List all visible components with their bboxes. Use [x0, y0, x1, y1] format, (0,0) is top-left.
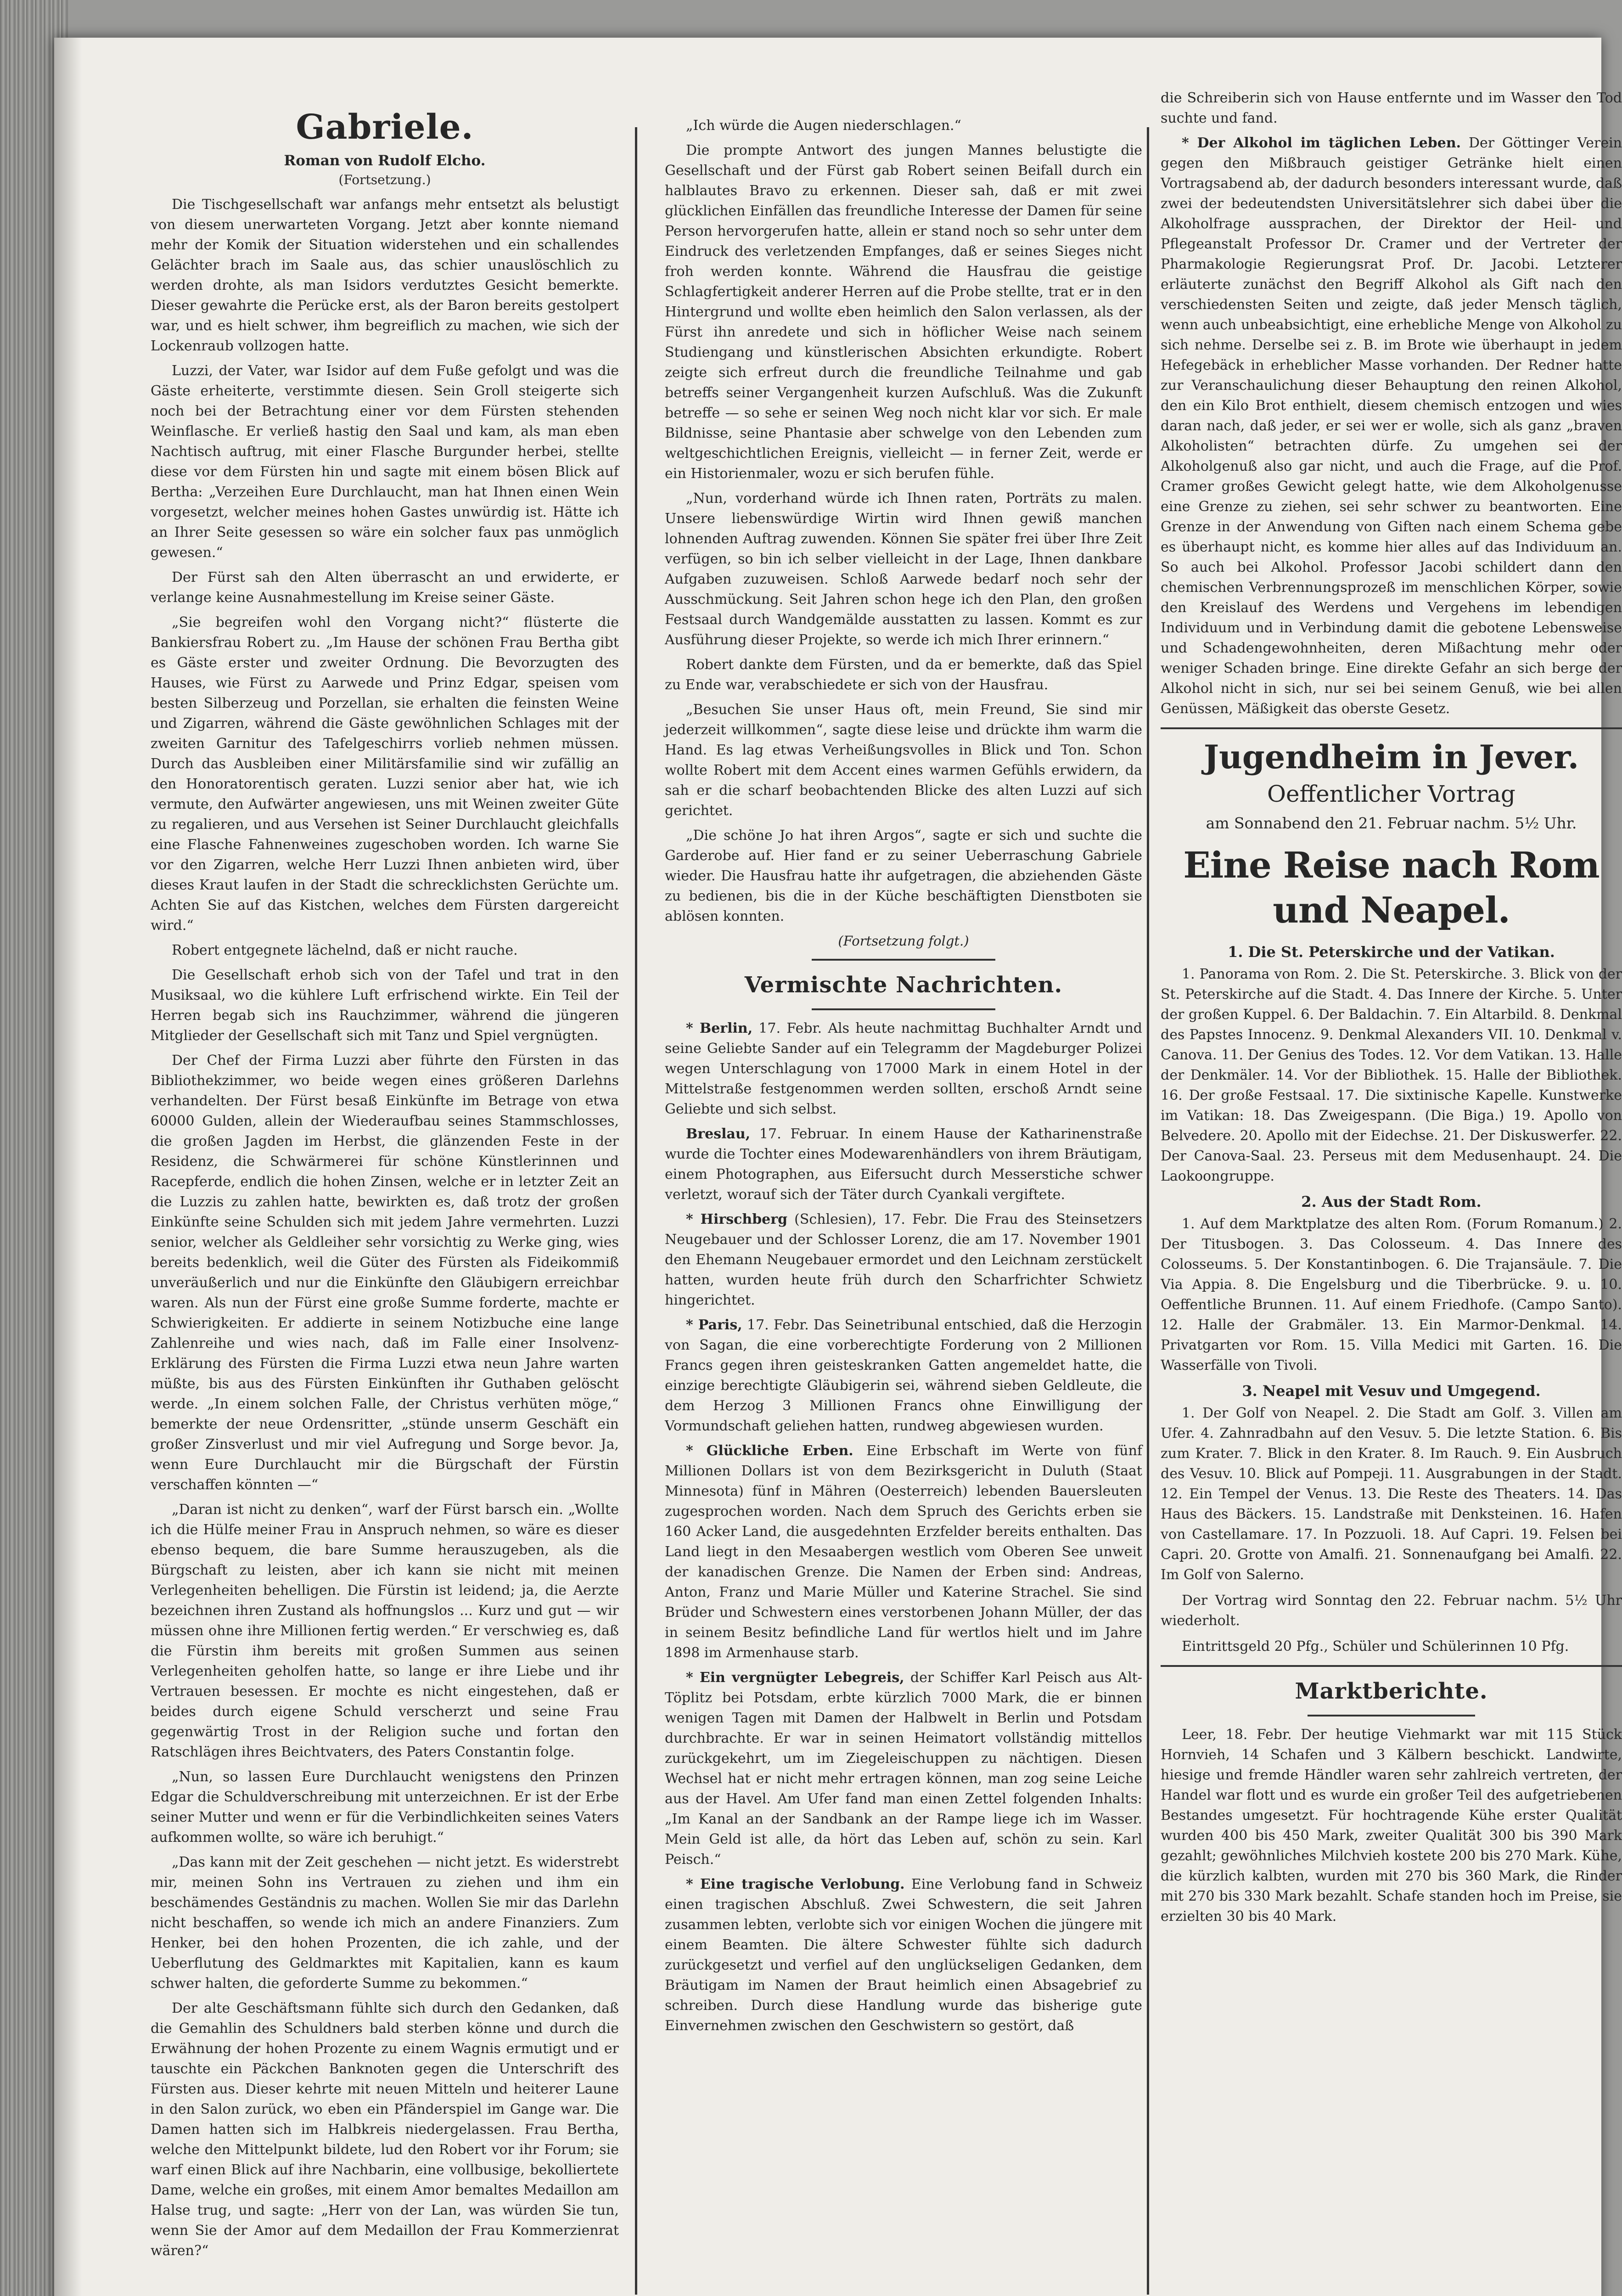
news-text: Eine Verlobung fand in Schweiz einen tragischen Abschluß. Zwei Schwestern, die seit Jahren zusammen lebten, verlobte sich vor einigen Wochen die jüngere mit einem Beamten. Die ältere Schwester fühlte sich dadurch zurückgesetzt und verfiel auf den unglückseligen Gedanken, dem Bräutigam im Namen der Braut heimlich einen Absagebrief zu schreiben. Durch diese Handlung wurde das bisherige gute Einvernehmen zwischen den Geschwistern so gestört, daß	[665, 1876, 1142, 2034]
market-report: Leer, 18. Febr. Der heutige Viehmarkt war mit 115 Stück Hornvieh, 14 Schafen und 3 Kälbern beschickt. Landwirte, hiesige und fremde Händler waren sehr zahlreich vertreten, der Handel war flott und es wurde ein großer Teil des aufgetriebenen Bestandes umgesetzt. Für hochtragende Kühe erster Qualität wurden 400 bis 450 Mark, zweiter Qualität 300 bis 390 Mark gezahlt; gewöhnliches Milchvieh kostete 200 bis 270 Mark. Kühe, die kürzlich kalbten, wurden mit 270 bis 360 Mark, die Rinder mit 270 bis 330 Mark bezahlt. Schafe standen hoch im Preise, sie erzielten 30 bis 40 Mark.	[1161, 1727, 1622, 1925]
novel-paragraph: „Besuchen Sie unser Haus oft, mein Freund, Sie sind mir jederzeit willkommen“, sagte diese leise und drückte ihm warm die Hand. Es lag etwas Verheißungsvolles in Blick und Ton. Schon wollte Robert mit dem Accent eines warmen Gefühls erwidern, da sah er die scharf beobachtenden Blicke des alten Luzzi auf sich gerichtet.	[665, 702, 1142, 819]
ad-part-title: 1. Die St. Peterskirche und der Vatikan.	[1228, 943, 1555, 961]
novel-author: Roman von Rudolf Elcho.	[284, 152, 486, 169]
news-item	[665, 1124, 1142, 1205]
newspaper-page	[54, 38, 1622, 2296]
divider	[812, 1008, 995, 1010]
ad-date: am Sonnabend den 21. Februar nachm. 5½ Uhr.	[1206, 814, 1577, 832]
novel-paragraph: „Die schöne Jo hat ihren Argos“, sagte er sich und suchte die Garderobe auf. Hier fand er zu seiner Ueberraschung Gabriele wieder. Die Hausfrau hatte ihr aufgetragen, die abziehenden Gäste zu bedienen, bis die in der Küche beschäftigten Dienstboten sie ablösen konnten.	[665, 827, 1142, 924]
continuation-notice: (Fortsetzung folgt.)	[838, 933, 969, 949]
novel-paragraph: Der alte Geschäftsmann fühlte sich durch den Gedanken, daß die Gemahlin des Schuldners bald sterben könne und durch die Erwähnung der hohen Prozente zu einem Wagnis ermutigt und er tauschte ein Päckchen Banknoten gegen die Unterschrift des Fürsten aus. Dieser kehrte mit neuen Mitteln und heiterer Laune in den Salon zurück, wo eben ein Pfänderspiel im Gange war. Die Damen hatten sich im Halbkreis niedergelassen. Frau Bertha, welche den Mittelpunkt bildete, lud den Robert vor ihr Forum; sie warf einen Blick auf ihre Nachbarin, eine vollbusige, bekolliertete Dame, welche ein großes, mit einem Amor bemaltes Medaillon am Halse trug, und sagte: „Herr von der Lan, was würden Sie tun, wenn Sie der Amor auf dem Medaillon der Frau Kommerzienrat wären?“	[151, 2000, 619, 2259]
novel-paragraph: Robert dankte dem Fürsten, und da er bemerkte, daß das Spiel zu Ende war, verabschiedete er sich von der Hausfrau.	[665, 657, 1142, 693]
news-text: der Schiffer Karl Peisch aus Alt-Töplitz bei Potsdam, erbte kürzlich 7000 Mark, die er binnen wenigen Tagen mit Damen der Halbwelt in Berlin und Potsdam durchbrachte. Er war in seinen Heimatort vollständig mittellos zurückgekehrt, um im Ziegeleischuppen zu nächtigen. Diesen Wechsel hat er nicht mehr ertragen können, man zog seine Leiche aus der Havel. Am Ufer fand man einen Zettel folgenden Inhalts: „Im Kanal an der Sandbank an der Rampe liege ich im Wasser. Mein Geld ist alle, da hört das Leben auf, schön zu sein. Karl Peisch.“	[665, 1670, 1143, 1868]
news-item	[665, 1874, 1142, 2036]
news-headline: * Der Alkohol im täglichen Leben.	[1182, 135, 1461, 151]
novel-paragraph: Robert entgegnete lächelnd, daß er nicht rauche.	[172, 942, 518, 958]
column-rule-2	[1147, 127, 1149, 2295]
news-item	[665, 1315, 1142, 1436]
novel-paragraph: Der Fürst sah den Alten überrascht an und erwiderte, er verlange keine Ausnahmestellung im Kreise seiner Gäste.	[151, 569, 619, 606]
divider	[1161, 1665, 1622, 1667]
novel-title: Gabriele.	[296, 107, 474, 147]
news-dateline: * Berlin,	[686, 1020, 753, 1036]
novel-paragraph: Luzzi, der Vater, war Isidor auf dem Fuße gefolgt und was die Gäste erheiterte, verstimmte diesen. Sein Groll steigerte sich noch bei der Betrachtung einer vor dem Fürsten stehenden Weinflasche. Er verließ hastig den Saal und kam, als man eben Nachtisch auftrug, mit einer Flasche Burgunder herbei, stellte diese vor dem Fürsten hin und sagte mit einem bösen Blick auf Bertha: „Verzeihen Eure Durchlaucht, man hat Ihnen einen Wein vorgesetzt, welcher meines hohen Gastes unwürdig ist. Hätte ich an Ihrer Seite gesessen so wäre ein solcher faux pas unmöglich gewesen.“	[151, 363, 619, 561]
news-dateline: * Glückliche Erben.	[686, 1443, 853, 1459]
ad-part-title: 3. Neapel mit Vesuv und Umgegend.	[1242, 1382, 1541, 1400]
news-text: 17. Febr. Als heute nachmittag Buchhalter Arndt und seine Geliebte Sander auf ein Telegramm der Magdeburger Polizei wegen Unterschlagung von 17000 Mark in einem Hotel in der Mittelstraße festgenommen werden sollten, erschoß Arndt seine Geliebte und sich selbst.	[665, 1020, 1142, 1117]
news-text: Der Göttinger Verein gegen den Mißbrauch geistiger Getränke hielt einen Vortragsabend ab, der dadurch besonders interessant wurde, daß zwei der bedeutendsten Universitätslehrer sich dabei über die Alkoholfrage aussprachen, der Direktor der Heil- und Pflegeanstalt Professor Dr. Cramer und der Vertreter der Pharmakologie Regierungsrat Prof. Dr. Jacobi. Letzterer erläuterte zunächst den Begriff Alkohol als Gift nach den verschiedensten Seiten und zeigte, daß jeder Mensch täglich, wenn auch unbeabsichtigt, eine erhebliche Menge von Alkohol zu sich nehme. Derselbe sei z. B. im Brote wie überhaupt in jedem Hefegebäck in erheblicher Masse vorhanden. Der Redner hatte zur Veranschaulichung dieser Behauptung den reinen Alkohol, den ein Kilo Brot enthielt, diesem chemisch entzogen und wies daran nach, daß jeder, er sei wer er wolle, sich als ganz „braven Alkoholisten“ betrachten dürfe. Zu umgehen sei der Alkoholgenuß also gar nicht, und auch die Frage, auf die Prof. Cramer großes Gewicht gelegt hatte, wie dem Alkoholgenusse eine Grenze zu ziehen, sei sehr schwer zu beantworten. Eine Grenze in der Anwendung von Giften nach einem Schema gebe es überhaupt nicht, es komme hier alles auf das Individuum an. So auch bei Alkohol. Professor Jacobi schildert dann den chemischen Verbrennungsprozeß im menschlichen Körper, sowie den Kreislauf des Werdens und Vergehens im lebendigen Individuum und in Verbindung damit die gebotene Lebensweise und Schadengewohnheiten, deren Mißachtung mehr oder weniger Schaden bringe. Eine direkte Gefahr an sich berge der Alkohol nicht in sich, nur sei bei seinem Genuß, wie bei allen Genüssen, Mäßigkeit das oberste Gesetz.	[1161, 135, 1622, 717]
news-dateline: * Eine tragische Verlobung.	[686, 1876, 905, 1892]
ad-main-title: Eine Reise nach Rom und Neapel.	[1183, 844, 1600, 931]
novel-paragraph: „Sie begreifen wohl den Vorgang nicht?“ flüsterte die Bankiersfrau Robert zu. „Im Hause der schönen Frau Bertha gibt es Gäste erster und zweiter Ordnung. Die Bevorzugten des Hauses, wie Fürst zu Aarwede und Prinz Edgar, speisen vom besten Silberzeug und Porzellan, sie erhalten die feinsten Weine und Zigarren, während die Gäste gewöhnlichen Schlages mit der zweiten Garnitur des Tafelgeschirrs vorlieb nehmen müssen. Durch das Ausbleiben einer Militärsfamilie sind wir zufällig an den Honoratorentisch geraten. Luzzi senior aber hat, wie ich vermute, den Aufwärter angewiesen, uns mit Weinen zweiter Güte zu regalieren, und aus Versehen ist Seiner Durchlaucht gleichfalls eine Flasche Fahnenweines zugeschoben worden. Ich warne Sie vor den Zigarren, welche Herr Luzzi Ihnen anbieten wird, über dieses Kraut laufen in der Stadt die schrecklichsten Gerüchte um. Achten Sie auf das Kistchen, welches dem Fürsten dargereicht wird.“	[151, 614, 619, 934]
ad-part-text: 1. Panorama von Rom. 2. Die St. Peterskirche. 3. Blick von der St. Peterskirche auf die Stadt. 4. Das Innere der Kirche. 5. Unter der großen Kuppel. 6. Der Baldachin. 7. Ein Altarbild. 8. Denkmal des Papstes Innocenz. 9. Denkmal Alexanders VII. 10. Denkmal v. Canova. 11. Der Genius des Todes. 12. Vor dem Vatikan. 13. Halle der Denkmäler. 14. Vor der Bibliothek. 15. Halle der Bibliothek. 16. Der große Festsaal. 17. Die sixtinische Kapelle. Kunstwerke im Vatikan: 18. Das Zweigespann. (Die Biga.) 19. Apollo von Belvedere. 20. Apollo mit der Eidechse. 21. Der Diskuswerfer. 22. Der Canova-Saal. 23. Perseus mit dem Medusenhaupt. 24. Die Laokoongruppe.	[1161, 966, 1622, 1184]
novel-paragraph: Die prompte Antwort des jungen Mannes belustigte die Gesellschaft und der Fürst gab Robert seinen Beifall durch ein halblautes Bravo zu erkennen. Dieser sah, daß er mit zwei glücklichen Einfällen das freundliche Interesse der Damen für seine Person hervorgerufen hatte, allein er stand noch so sehr unter dem Eindruck des verletzenden Empfanges, daß er seines Sieges nicht froh werden konnte. Während die Hausfrau die geistige Schlagfertigkeit anderer Herren auf die Probe stellte, trat er in den Hintergrund und wollte eben heimlich den Salon verlassen, als der Fürst ihn anredete und sich in höflicher Weise nach seinem Studiengang und künstlerischen Absichten erkundigte. Robert zeigte sich erfreut durch die freundliche Teilnahme und gab betreffs seiner Vergangenheit kurzen Aufschluß. Was die Zukunft betreffe — so sehe er seinen Weg noch nicht klar vor sich. Er male Bildnisse, seine Phantasie aber schwelge von den Lebenden zum weltgeschichtlichen Ereignis, vielleicht — in ferner Zeit, werde er ein Historienmaler, wozu er sich berufen fühle.	[665, 142, 1142, 482]
news-item	[665, 1668, 1142, 1870]
novel-paragraph: „Nun, vorderhand würde ich Ihnen raten, Porträts zu malen. Unsere liebenswürdige Wirtin wird Ihnen gewiß manchen lohnenden Auftrag zuwenden. Können Sie später frei über Ihre Zeit verfügen, so bin ich selber vielleicht in der Lage, Ihnen dankbare Aufgaben zuzuweisen. Schloß Aarwede bedarf noch sehr der Ausschmückung. Seit Jahren schon hege ich den Plan, den großen Festsaal durch Wandgemälde ausstatten zu lassen. Kommt es zur Ausführung dieser Projekte, so werde ich mich Ihrer erinnern.“	[665, 490, 1142, 648]
novel-paragraph: „Das kann mit der Zeit geschehen — nicht jetzt. Es widerstrebt mir, meinen Sohn ins Vertrauen zu ziehen und ihm ein beschämendes Geständnis zu machen. Wollen Sie mir das Darlehn nicht beschaffen, so wende ich mich an andere Finanziers. Zum Henker, bei den hohen Prozenten, die ich zahle, und der Ueberflutung des Geldmarktes mit Kapitalien, kann es kaum schwer halten, die geforderte Summe zu bekommen.“	[151, 1854, 619, 1992]
divider	[1308, 1715, 1475, 1716]
novel-paragraph: Die Gesellschaft erhob sich von der Tafel und trat in den Musiksaal, wo die kühlere Luft erfrischend wirkte. Ein Teil der Herren begab sich ins Rauchzimmer, während die jüngeren Mitglieder der Gesellschaft sich mit Tanz und Spiel vergnügten.	[151, 967, 619, 1044]
novel-paragraph: „Ich würde die Augen niederschlagen.“	[686, 118, 961, 134]
news-item	[665, 1019, 1142, 1120]
news-item-alcohol	[1161, 133, 1622, 719]
news-dateline: Breslau,	[686, 1126, 751, 1142]
news-item	[665, 1441, 1142, 1663]
column-news-and-ads	[1161, 88, 1622, 2265]
market-section-title: Marktberichte.	[1295, 1678, 1488, 1704]
novel-paragraph: Der Chef der Firma Luzzi aber führte den Fürsten in das Bibliothekzimmer, wo beide wegen eines größeren Darlehns verhandelten. Der Fürst besaß Einkünfte im Betrage von etwa 60000 Gulden, allein der Wiederaufbau seines Stammschlosses, die großen Jagden im Herbst, die glänzenden Feste in der Residenz, die Schwärmerei für schöne Künstlerinnen und Racepferde, endlich die hohen Zinsen, welche er in letzter Zeit an die Luzzis zu zahlen hatte, bewirkten es, daß trotz der großen Einkünfte seine Schulden sich mit jedem Jahre vermehrten. Luzzi senior, welcher als Geldleiher sehr vorsichtig zu Werke ging, wies bereits bedenklich, weil die Güter des Fürsten als Fideikommiß unveräußerlich und nur die Einkünfte den Gläubigern erreichbar waren. Als nun der Fürst eine große Summe forderte, machte er Schwierigkeiten. Er addierte in seinem Notizbuche eine lange Zahlenreihe und wies nach, daß im Falle einer Insolvenz-Erklärung des Fürsten die Firma Luzzi etwa neun Jahre warten müßte, bis aus des Fürsten Einkünften ihr Guthaben gelöscht werde. „In einem solchen Falle, der Christus verhüten möge,“ bemerkte der neue Ordensritter, „stünde unserm Geschäft ein großer Zinsverlust und mir viel Aufregung und Sorge bevor. Ja, wenn Eure Durchlaucht mir die Bürgschaft der Fürstin verschaffen könnten —“	[151, 1052, 619, 1493]
news-dateline: * Ein vergnügter Lebegreis,	[686, 1670, 904, 1686]
lecture-advertisement	[1161, 737, 1622, 1657]
ad-repeat-notice: Der Vortrag wird Sonntag den 22. Februar nachm. 5½ Uhr wiederholt.	[1161, 1593, 1622, 1629]
news-text: Eine Erbschaft im Werte von fünf Millionen Dollars ist von dem Bezirksgericht in Duluth (Staat Minnesota) fünf in Mähren (Oesterreich) lebenden Bauersleuten zugesprochen worden. Nach dem Spruch des Gerichts erben sie 160 Acker Land, die ausgedehnten Erzfelder bereits enthalten. Das Land liegt in den Mesaabergen westlich vom Oberen See unweit der kanadischen Grenze. Die Namen der Erben sind: Andreas, Anton, Franz und Marie Müller und Katerine Strachel. Sie sind Brüder und Schwestern eines verstorbenen Johann Müller, der das in seinem Besitz befindliche Land für wertlos hielt und im Jahre 1898 im Armenhause starb.	[665, 1443, 1142, 1661]
novel-continuation-note: (Fortsetzung.)	[338, 172, 431, 187]
page-gutter-shadow	[54, 38, 82, 2296]
novel-paragraph: „Daran ist nicht zu denken“, warf der Fürst barsch ein. „Wollte ich die Hülfe meiner Frau in Anspruch nehmen, so wäre es dieser ebenso bequem, die bare Summe herauszugeben, als die Bürgschaft zu leisten, aber ich kann sie nicht mit meinen Verlegenheiten behelligen. Die Fürstin ist leidend; ja, die Aerzte bezeichnen ihren Zustand als hoffnungslos ... Kurz und gut — wir müssen ohne ihre Millionen fertig werden.“ Er verschwieg es, daß die Fürstin ihm bereits mit großen Summen aus seinen Verlegenheiten geholfen hatte, so lange er ihre Liebe und ihr Vertrauen besessen. Er mochte es nicht eingestehen, daß er beides durch eigene Schuld verscherzt und seine Frau gegenwärtig Trost in der Religion suche und fortan den Ratschlägen ihres Beichtvaters, des Paters Constantin folge.	[151, 1502, 619, 1760]
divider	[812, 959, 995, 961]
novel-paragraph: „Nun, so lassen Eure Durchlaucht wenigstens den Prinzen Edgar die Schuldverschreibung mit unterzeichnen. Er ist der Erbe seiner Mutter und wenn er für die Verbindlichkeiten seines Vaters aufkommen wollte, so wäre ich beruhigt.“	[151, 1769, 619, 1846]
news-dateline: * Paris,	[686, 1317, 742, 1333]
ad-subtitle: Oeffentlicher Vortrag	[1267, 781, 1515, 807]
novel-paragraph: Die Tischgesellschaft war anfangs mehr entsetzt als belustigt von diesem unerwarteten Vorgang. Jetzt aber konnte niemand mehr der Komik der Situation widerstehen und ein schallendes Gelächter brach im Saale aus, das schier unauslöschlich zu werden drohte, als man Isidors verdutztes Gesicht bemerkte. Dieser gewahrte die Perücke erst, als der Baron bereits gestolpert war, und es hielt schwer, ihm begreiflich zu machen, wie sich der Lockenraub vollzogen hatte.	[151, 197, 619, 354]
ad-part-title: 2. Aus der Stadt Rom.	[1301, 1193, 1482, 1210]
column-rule-1	[635, 127, 637, 2295]
column-serial-novel	[151, 93, 619, 2259]
news-item	[665, 1210, 1142, 1311]
divider	[1161, 727, 1622, 729]
news-text: (Schlesien), 17. Febr. Die Frau des Steinsetzers Neugebauer und der Schlosser Lorenz, die am 17. November 1901 den Ehemann Neugebauer ermordet und den Leichnam zerstückelt hatten, wurden heute früh durch den Scharfrichter Schwietz hingerichtet.	[665, 1211, 1142, 1308]
news-text: 17. Februar. In einem Hause der Katharinenstraße wurde die Tochter eines Modewarenhändlers von ihrem Bräutigam, einem Photographen, aus Eifersucht durch Messerstiche schwer verletzt, worauf sich der Täter durch Cyankali vergiftete.	[665, 1126, 1142, 1203]
news-text: 17. Febr. Das Seinetribunal entschied, daß die Herzogin von Sagan, die eine vorberechtigte Forderung von 2 Millionen Francs gegen ihren geisteskranken Gatten angemeldet hatte, die einzige berechtigte Gläubigerin sei, während sieben Geldleute, die dem Herzog 3 Millionen Francs ohne Einwilligung der Vormundschaft geliehen hatten, rundweg abgewiesen wurden.	[665, 1317, 1142, 1434]
news-section-title: Vermischte Nachrichten.	[744, 972, 1063, 998]
ad-part-text: 1. Auf dem Marktplatze des alten Rom. (Forum Romanum.) 2. Der Titusbogen. 3. Das Colosseum. 4. Das Innere des Colosseums. 5. Der Konstantinbogen. 6. Die Trajansäule. 7. Die Via Appia. 8. Die Engelsburg und die Tiberbrücke. 9. u. 10. Oeffentliche Brunnen. 11. Auf einem Friedhofe. (Campo Santo). 12. Halle der Grabmäler. 13. Ein Marmor-Denkmal. 14. Privatgarten vor Rom. 15. Villa Medici mit Garten. 16. Die Wasserfälle von Tivoli.	[1161, 1216, 1622, 1373]
ad-part-text: 1. Der Golf von Neapel. 2. Die Stadt am Golf. 3. Villen am Ufer. 4. Zahnradbahn auf den Vesuv. 5. Die letzte Station. 6. Bis zum Krater. 7. Blick in den Krater. 8. Im Rauch. 9. Ein Ausbruch des Vesuv. 10. Blick auf Pompeji. 11. Ausgrabungen in der Stadt. 12. Ein Tempel der Venus. 13. Die Reste des Theaters. 14. Das Haus des Bäckers. 15. Landstraße mit Denksteinen. 16. Hafen von Castellamare. 17. In Pozzuoli. 18. Auf Capri. 19. Felsen bei Capri. 20. Grotte von Amalfi. 21. Sonnenaufgang bei Amalfi. 22. Im Golf von Salerno.	[1161, 1405, 1622, 1583]
column-novel-and-news	[665, 116, 1142, 2296]
ad-title: Jugendheim in Jever.	[1203, 738, 1579, 776]
news-continuation: die Schreiberin sich von Hause entfernte und im Wasser den Tod suchte und fand.	[1161, 90, 1622, 126]
news-dateline: * Hirschberg	[686, 1211, 788, 1227]
ad-price: Eintrittsgeld 20 Pfg., Schüler und Schülerinnen 10 Pfg.	[1182, 1638, 1569, 1654]
